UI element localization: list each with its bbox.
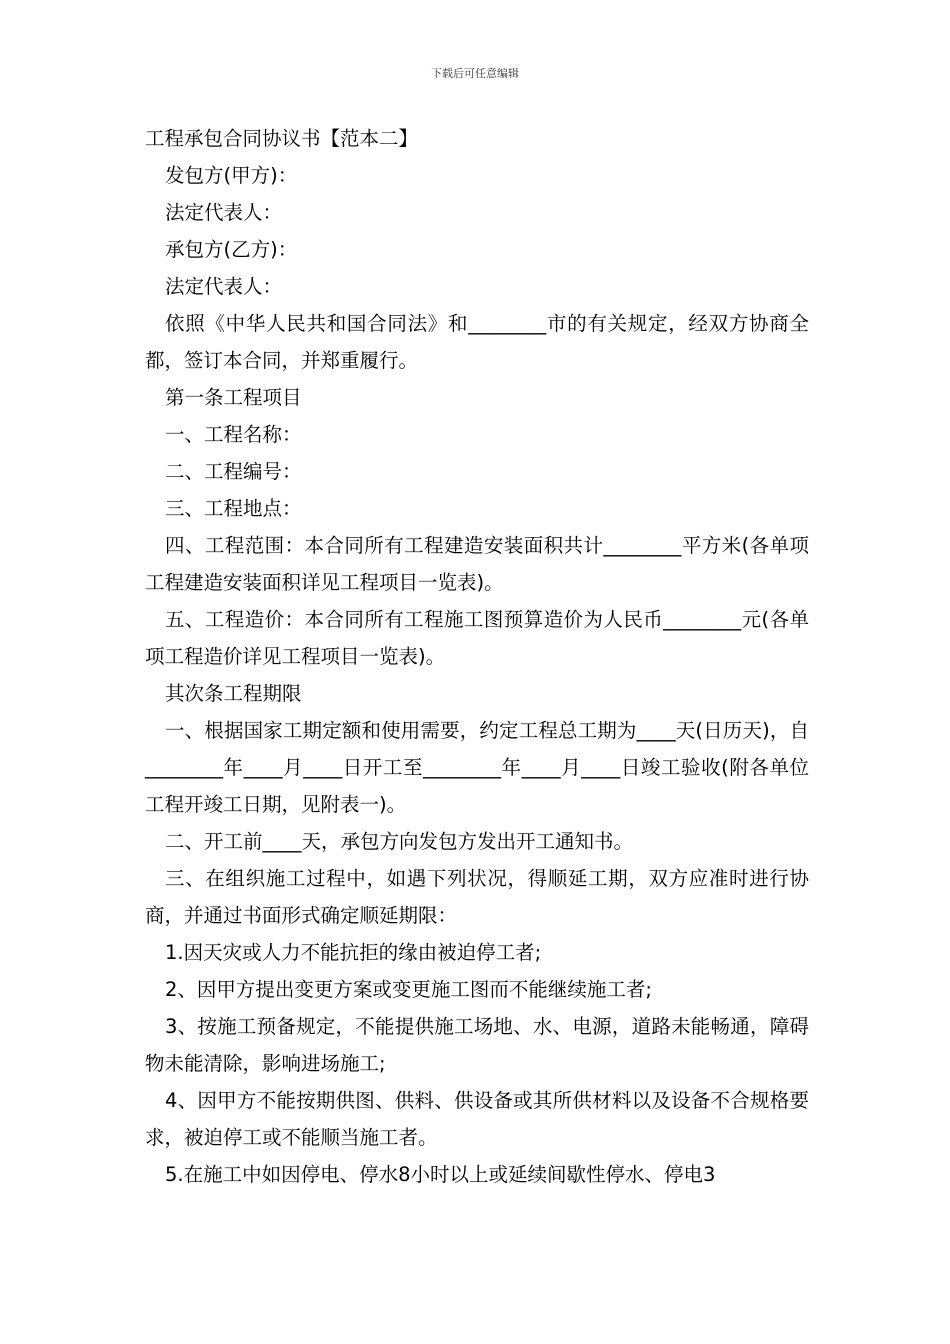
paragraph-legal-basis: 依照《中华人民共和国合同法》和________市的有关规定，经双方协商全都，签订本合同，并郑重履行。 [145, 312, 809, 372]
paragraph-project-cost: 五、工程造价：本合同所有工程施工图预算造价为人民币________元(各单项工程造价详见工程项目一览表)。 [145, 608, 809, 668]
paragraph-project-name: 一、工程名称： [165, 423, 302, 446]
paragraph-party-b: 承包方(乙方)： [165, 238, 298, 261]
heading-article-2: 其次条工程期限 [165, 682, 302, 705]
list-item-site-preparation: 3、按施工预备规定，不能提供施工场地、水、电源，道路未能畅通，障碍物未能清除，影响进场施工; [145, 1015, 809, 1075]
paragraph-total-duration: 一、根据国家工期定额和使用需要，约定工程总工期为____天(日历天)，自________年____月____日开工至________年____月____日竣工验收(附各单位工程开竣工日期，见附表一)。 [145, 719, 809, 816]
list-item-power-water-outage: 5.在施工中如因停电、停水8小时以上或延续间歇性停水、停电3 [165, 1163, 716, 1186]
paragraph-party-a: 发包方(甲方)： [165, 164, 298, 187]
list-item-supply-delay: 4、因甲方不能按期供图、供料、供设备或其所供材料以及设备不合规格要求，被迫停工或不能顺当施工者。 [145, 1089, 809, 1149]
paragraph-start-notice: 二、开工前____天，承包方向发包方发出开工通知书。 [165, 830, 634, 853]
document-title: 工程承包合同协议书【范本二】 [145, 127, 419, 150]
paragraph-party-b-representative: 法定代表人： [165, 275, 283, 298]
heading-article-1: 第一条工程项目 [165, 386, 302, 409]
paragraph-project-scope: 四、工程范围：本合同所有工程建造安装面积共计________平方米(各单项工程建造安装面积详见工程项目一览表)。 [145, 534, 809, 594]
paragraph-project-number: 二、工程编号： [165, 460, 302, 483]
document-body [145, 120, 809, 1193]
paragraph-project-location: 三、工程地点： [165, 497, 302, 520]
list-item-design-change: 2、因甲方提出变更方案或变更施工图而不能继续施工者; [165, 978, 652, 1001]
list-item-force-majeure: 1.因天灾或人力不能抗拒的缘由被迫停工者; [165, 941, 542, 964]
page-header-note: 下载后可任意编辑 [431, 67, 519, 80]
paragraph-party-a-representative: 法定代表人： [165, 201, 283, 224]
paragraph-extension-conditions: 三、在组织施工过程中，如遇下列状况，得顺延工期，双方应准时进行协商，并通过书面形式确定顺延期限： [145, 867, 809, 927]
